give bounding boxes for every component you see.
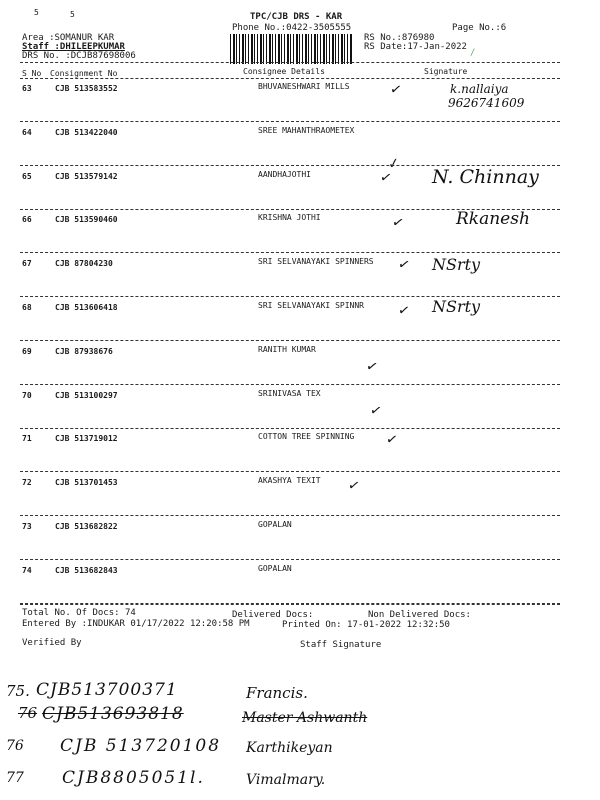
- hw-no: 76: [18, 704, 38, 722]
- row-number: 66: [22, 215, 32, 225]
- recipient-signature: NSrty: [432, 255, 481, 275]
- drs-number: DRS No. :DCJB87698006: [22, 51, 136, 61]
- report-title: TPC/CJB DRS - KAR: [250, 12, 343, 22]
- recipient-phone: 9626741609: [448, 96, 525, 110]
- hw-name: Francis.: [246, 684, 308, 702]
- consignment-number: CJB 513579142: [55, 171, 118, 181]
- tick-mark: ✓: [364, 357, 380, 376]
- row-divider: [20, 252, 560, 253]
- col-consignee: Consignee Details: [243, 67, 325, 76]
- consignee-name: SRI SELVANAYAKI SPINNR: [258, 301, 364, 310]
- consignment-number: CJB 513100297: [55, 390, 118, 400]
- tick-mark: ✓: [388, 81, 404, 99]
- row-divider: [20, 428, 560, 429]
- row-number: 63: [22, 84, 32, 93]
- row-divider: [20, 515, 560, 516]
- consignee-name: RANITH KUMAR: [258, 344, 316, 354]
- col-signature: Signature: [424, 67, 468, 76]
- divider: [20, 62, 560, 63]
- staff-label: Staff :DHILEEPKUMAR: [22, 42, 125, 52]
- consignee-name: BHUVANESHWARI MILLS: [258, 82, 350, 91]
- page-number: Page No.:6: [452, 23, 507, 33]
- consignment-number: CJB 513682822: [55, 522, 118, 531]
- consignee-name: KRISHNA JOTHI: [258, 213, 321, 223]
- recipient-signature: NSrty: [432, 297, 481, 316]
- row-number: 70: [22, 390, 32, 400]
- recipient-signature: N. Chinnay: [432, 165, 539, 188]
- non-delivered-docs: Non Delivered Docs:: [368, 610, 471, 620]
- recipient-signature: k.nallaiya: [450, 82, 509, 96]
- tick-mark: ✓: [396, 302, 412, 320]
- consignment-number: CJB 513422040: [55, 127, 118, 137]
- tick-mark: ✓: [390, 214, 406, 233]
- printed-on: Printed On: 17-01-2022 12:32:50: [282, 620, 450, 630]
- row-divider: [20, 340, 560, 341]
- consignment-number: CJB 513719012: [55, 434, 118, 444]
- consignee-name: SRI SELVANAYAKI SPINNERS: [258, 257, 374, 267]
- row-number: 72: [22, 478, 32, 488]
- hw-consignment: CJB8805051l.: [62, 768, 205, 788]
- consignment-number: CJB 513682843: [55, 565, 118, 575]
- hw-name: Vimalmary.: [246, 772, 326, 788]
- row-number: 68: [22, 303, 32, 312]
- row-divider: [20, 121, 560, 122]
- hw-consignment: CJB513693818: [42, 704, 184, 724]
- col-sno: S No: [22, 69, 42, 78]
- row-number: 65: [22, 171, 32, 181]
- consignee-name: COTTON TREE SPINNING: [258, 432, 355, 442]
- consignment-number: CJB 87938676: [55, 346, 113, 356]
- row-number: 67: [22, 259, 32, 269]
- consignee-name: SREE MAHANTHRAOMETEX: [258, 125, 355, 135]
- hw-no: 77: [6, 770, 24, 786]
- tick-mark: ✓: [346, 477, 362, 496]
- consignment-number: CJB 87804230: [55, 259, 113, 269]
- tick-mark: ✓: [378, 168, 394, 187]
- corner-mark: 5: [70, 10, 75, 19]
- row-number: 69: [22, 346, 32, 356]
- row-number: 64: [22, 127, 32, 137]
- entered-by: Entered By :INDUKAR 01/17/2022 12:20:58 PM: [22, 619, 250, 629]
- row-number: 74: [22, 565, 32, 575]
- tick-mark: ✓: [368, 401, 384, 420]
- col-consignment: Consignment No: [50, 69, 118, 78]
- divider: [20, 78, 560, 79]
- hw-name: Master Ashwanth: [242, 710, 368, 726]
- tick-mark: ✓: [386, 154, 402, 173]
- consignee-name: AANDHAJOTHI: [258, 169, 311, 179]
- tick-mark: ✓: [396, 256, 412, 275]
- hw-name: Karthikeyan: [246, 740, 333, 756]
- area-label: Area :SOMANUR KAR: [22, 33, 115, 43]
- divider: [20, 604, 560, 605]
- rs-number: RS No.:876980: [364, 33, 435, 43]
- check-mark: /: [470, 48, 476, 58]
- consignee-name: SRINIVASA TEX: [258, 388, 321, 398]
- consignment-number: CJB 513606418: [55, 303, 118, 312]
- barcode: [230, 34, 352, 64]
- phone-number: Phone No.:0422-3505555: [232, 23, 352, 33]
- delivered-docs: Delivered Docs:: [232, 610, 314, 620]
- row-divider: [20, 471, 560, 472]
- hw-no: 75.: [6, 682, 30, 700]
- recipient-signature: Rkanesh: [456, 209, 530, 230]
- hw-no: 76: [6, 738, 24, 754]
- row-number: 71: [22, 434, 32, 444]
- hw-consignment: CJB513700371: [36, 680, 178, 700]
- row-divider: [20, 384, 560, 385]
- total-docs: Total No. Of Docs: 74: [22, 608, 136, 618]
- verified-by: Verified By: [22, 638, 82, 648]
- consignment-number: CJB 513701453: [55, 478, 118, 488]
- row-divider: [20, 559, 560, 560]
- tick-mark: ✓: [384, 431, 400, 450]
- staff-signature: Staff Signature: [300, 640, 382, 650]
- corner-mark: 5: [34, 8, 39, 17]
- row-number: 73: [22, 522, 32, 531]
- consignment-number: CJB 513590460: [55, 215, 118, 225]
- consignee-name: GOPALAN: [258, 563, 292, 573]
- consignment-number: CJB 513583552: [55, 84, 118, 93]
- rs-date: RS Date:17-Jan-2022: [364, 42, 467, 52]
- consignee-name: GOPALAN: [258, 520, 292, 529]
- hw-consignment: CJB 513720108: [60, 736, 222, 756]
- consignee-name: AKASHYA TEXIT: [258, 476, 321, 486]
